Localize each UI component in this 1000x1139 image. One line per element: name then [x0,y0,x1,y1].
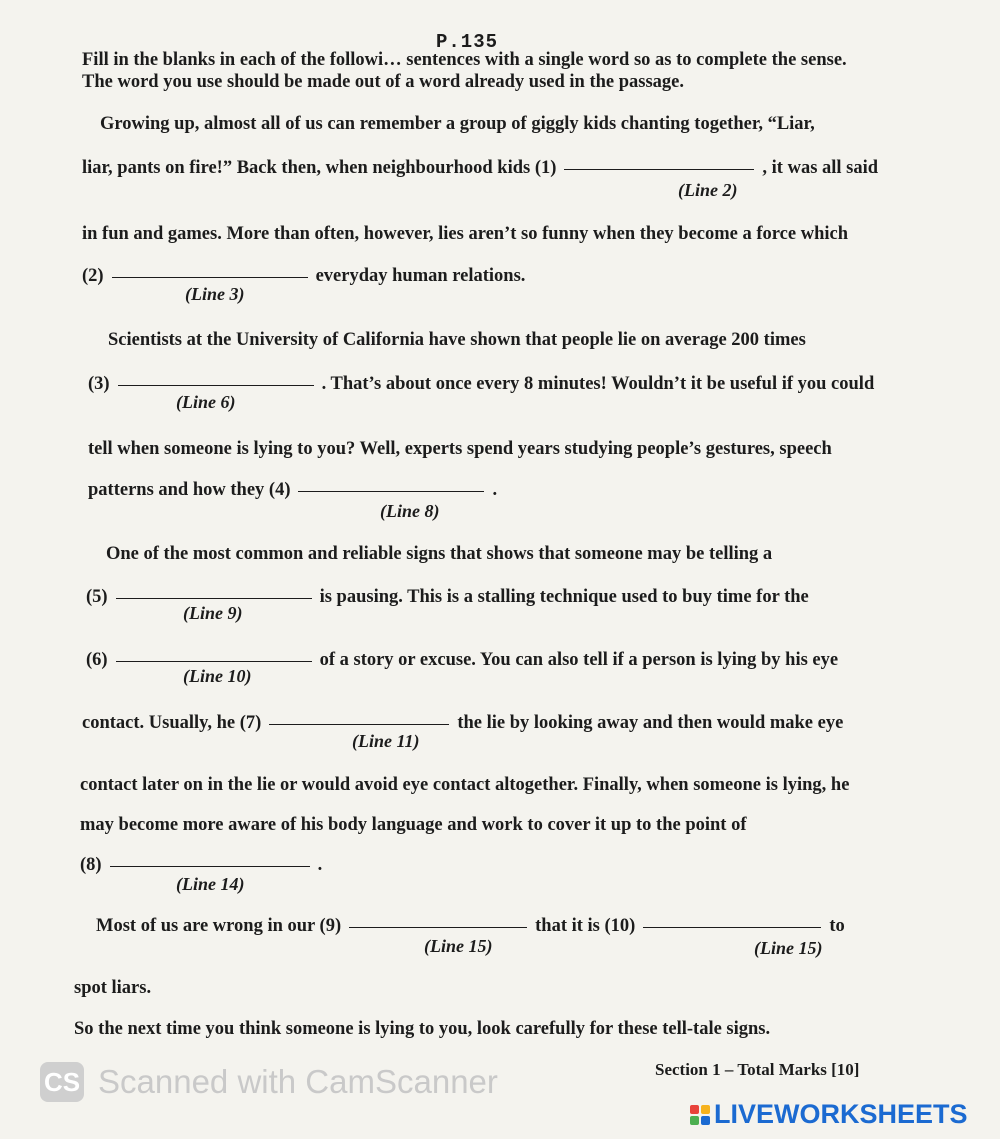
blank-7-input[interactable] [269,723,449,725]
blank-9-input[interactable] [349,926,527,928]
passage-line: (2) everyday human relations. [82,266,526,286]
camscanner-watermark [40,1062,498,1102]
blank-8-input[interactable] [110,865,310,867]
passage-line: (3) . That’s about once every 8 minutes! Wouldn’t it be useful if you could [88,374,875,394]
passage-line: (8) . [80,855,323,875]
blank-2-input[interactable] [112,276,308,278]
passage-line: Scientists at the University of California have shown that people lie on average 200 times [108,330,806,350]
blank-3-input[interactable] [118,384,314,386]
passage-line: So the next time you think someone is lying to you, look carefully for these tell-tale signs. [74,1019,771,1039]
line-ref-1: (Line 2) [678,180,738,200]
line-ref-4: (Line 8) [380,501,440,521]
camscanner-text: Scanned with CamScanner [98,1063,498,1100]
passage-line: liar, pants on fire!” Back then, when neighbourhood kids (1) , it was all said [82,158,879,178]
section-total-marks: Section 1 – Total Marks [10] [655,1060,860,1079]
instructions-line-1 [82,50,930,71]
line-ref-8: (Line 14) [176,874,245,894]
passage-line: spot liars. [74,978,152,998]
passage-line: tell when someone is lying to you? Well, experts spend years studying people’s gestures, speech [88,439,832,459]
passage-line: One of the most common and reliable signs that shows that someone may be telling a [106,544,773,564]
page-number: P.135 [436,31,499,53]
passage-line: contact. Usually, he (7) the lie by looking away and then would make eye [82,713,844,733]
passage-line: (5) is pausing. This is a stalling technique used to buy time for the [86,587,809,607]
passage-line: in fun and games. More than often, however, lies aren’t so funny when they become a force which [82,224,849,244]
liveworksheets-logo[interactable] [690,1099,968,1130]
passage-line: (6) of a story or excuse. You can also tell if a person is lying by his eye [86,650,839,670]
line-ref-6: (Line 10) [183,666,252,686]
instructions-text-1: Fill in the blanks in each of the followi… sentences with a single word so as to complete the sense. [82,50,847,70]
passage-line: Most of us are wrong in our (9) that it is (10) to [96,916,845,936]
line-ref-9: (Line 15) [424,936,493,956]
instructions-line-2 [82,72,684,93]
line-ref-5: (Line 9) [183,603,243,623]
liveworksheets-icon [690,1105,710,1125]
passage-line: may become more aware of his body language and work to cover it up to the point of [80,815,747,835]
line-ref-2: (Line 3) [185,284,245,304]
liveworksheets-text: LIVEWORKSHEETS [714,1099,968,1129]
line-ref-10: (Line 15) [754,938,823,958]
passage-line: contact later on in the lie or would avoid eye contact altogether. Finally, when someone is lying, he [80,775,850,795]
blank-4-input[interactable] [298,490,484,492]
passage-line: Growing up, almost all of us can remember a group of giggly kids chanting together, “Liar, [100,114,815,134]
blank-10-input[interactable] [643,926,821,928]
passage-line: patterns and how they (4) . [88,480,498,500]
line-ref-3: (Line 6) [176,392,236,412]
blank-1-input[interactable] [564,168,754,170]
blank-5-input[interactable] [116,597,312,599]
instructions-text-2: The word you use should be made out of a word already used in the passage. [82,72,685,92]
blank-6-input[interactable] [116,660,312,662]
camscanner-icon: CS [40,1062,84,1102]
line-ref-7: (Line 11) [352,731,420,751]
